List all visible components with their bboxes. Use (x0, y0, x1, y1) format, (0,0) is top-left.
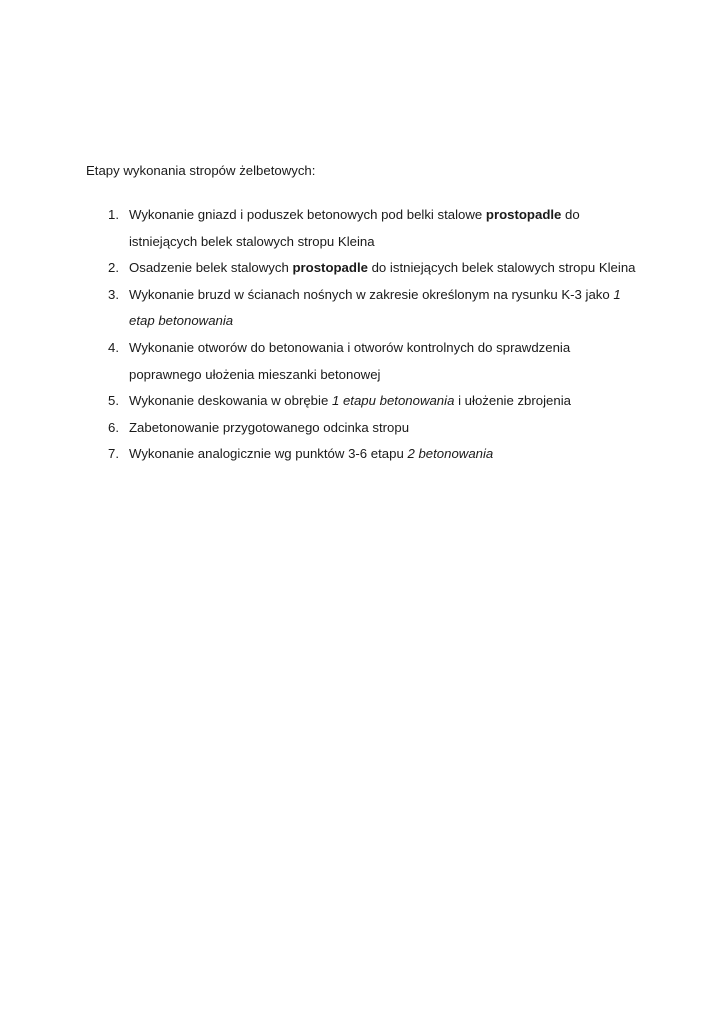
step-text: Wykonanie gniazd i poduszek betonowych pod belki stalowe (129, 207, 486, 222)
step-number: 4. (108, 339, 119, 355)
step-line (129, 441, 668, 468)
step-line (129, 282, 668, 309)
step-text: poprawnego ułożenia mieszanki betonowej (129, 366, 381, 382)
step-text-italic: 1 (613, 286, 621, 302)
step-text: Osadzenie belek stalowych (129, 260, 293, 276)
step-text-bold: prostopadle (485, 207, 562, 222)
step-text: do (561, 207, 580, 222)
step-text: Wykonanie deskowania w obrębie (129, 393, 332, 409)
step-text: Wykonanie otworów do betonowania i otworów kontrolnych do sprawdzenia (129, 339, 571, 355)
step-text: istniejących belek stalowych stropu Kleina (129, 233, 375, 249)
step-text-italic: 2 betonowania (407, 446, 494, 462)
step-line (129, 388, 668, 415)
step-number: 3. (108, 286, 119, 302)
step-number: 2. (108, 260, 119, 276)
step-text: i ułożenie zbrojenia (454, 393, 571, 409)
step-number: 6. (108, 419, 119, 435)
step-text: Zabetonowanie przygotowanego odcinka stropu (129, 419, 410, 435)
steps-list (108, 202, 668, 468)
step-item (108, 255, 668, 282)
step-item (108, 415, 668, 442)
step-item (108, 282, 668, 335)
step-line (129, 362, 668, 389)
step-text-italic: etap betonowania (129, 313, 234, 329)
step-item (108, 335, 668, 388)
step-text-bold: prostopadle (292, 260, 368, 276)
step-line (129, 202, 668, 229)
step-line (129, 335, 668, 362)
step-item (108, 202, 668, 255)
step-number: 5. (108, 393, 119, 409)
step-text: Wykonanie analogicznie wg punktów 3-6 etapu (129, 446, 408, 462)
step-line (129, 415, 668, 442)
document-heading: Etapy wykonania stropów żelbetowych: (86, 163, 316, 178)
step-line (129, 308, 668, 335)
step-number: 7. (108, 446, 119, 462)
step-line (129, 229, 668, 256)
step-item (108, 441, 668, 468)
step-text-italic: 1 etapu betonowania (331, 393, 455, 409)
step-item (108, 388, 668, 415)
step-text: Wykonanie bruzd w ścianach nośnych w zakresie określonym na rysunku K-3 jako (129, 286, 614, 302)
step-text: do istniejących belek stalowych stropu Kleina (367, 260, 636, 276)
step-line (129, 255, 668, 282)
step-number: 1. (108, 207, 119, 222)
